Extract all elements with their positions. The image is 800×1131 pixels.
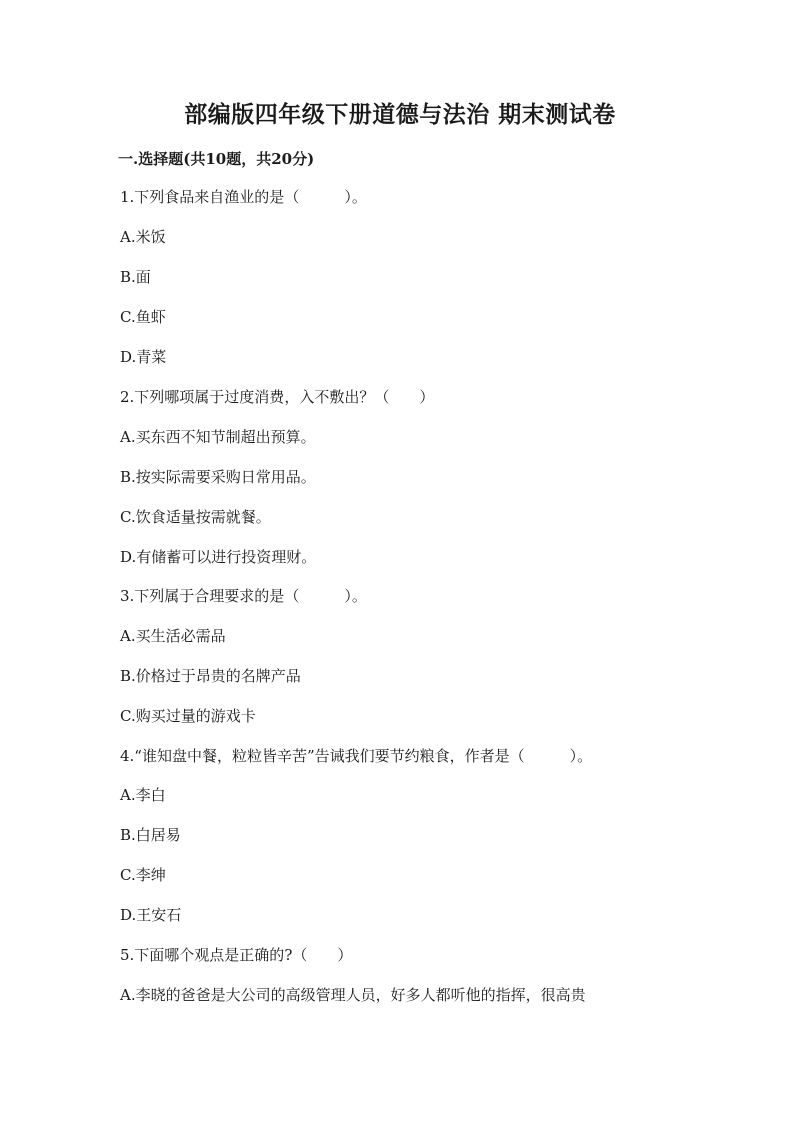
question-1-option-a: A.米饭 (120, 228, 166, 246)
page-title: 部编版四年级下册道德与法治 期末测试卷 (184, 101, 616, 128)
section-heading: 一.选择题(共10题，共20分) (118, 150, 315, 168)
question-1-option-d: D.青菜 (120, 348, 167, 366)
question-2-option-c: C.饮食适量按需就餐。 (120, 508, 271, 526)
question-4-stem: 4.“谁知盘中餐，粒粒皆辛苦”告诫我们要节约粮食，作者是（ ）。 (120, 747, 593, 765)
question-3-option-a: A.买生活必需品 (120, 627, 226, 645)
question-4-option-b: B.白居易 (120, 826, 181, 844)
question-2-option-a: A.买东西不知节制超出预算。 (120, 428, 316, 446)
question-3-option-b: B.价格过于昂贵的名牌产品 (120, 667, 301, 685)
question-1-stem: 1.下列食品来自渔业的是（ ）。 (120, 188, 367, 206)
question-2-option-d: D.有储蓄可以进行投资理财。 (120, 548, 317, 566)
question-4-option-c: C.李绅 (120, 866, 166, 884)
question-1-option-b: B.面 (120, 268, 151, 286)
question-3-stem: 3.下列属于合理要求的是（ ）。 (120, 587, 367, 605)
question-5-stem: 5.下面哪个观点是正确的?（ ） (120, 946, 353, 964)
question-1-option-c: C.鱼虾 (120, 308, 166, 326)
question-2-option-b: B.按实际需要采购日常用品。 (120, 468, 316, 486)
question-2-stem: 2.下列哪项属于过度消费，入不敷出？（ ） (120, 388, 435, 406)
question-3-option-c: C.购买过量的游戏卡 (120, 707, 256, 725)
question-4-option-a: A.李白 (120, 786, 166, 804)
question-5-option-a: A.李晓的爸爸是大公司的高级管理人员，好多人都听他的指挥，很高贵 (120, 986, 586, 1004)
question-4-option-d: D.王安石 (120, 906, 182, 924)
